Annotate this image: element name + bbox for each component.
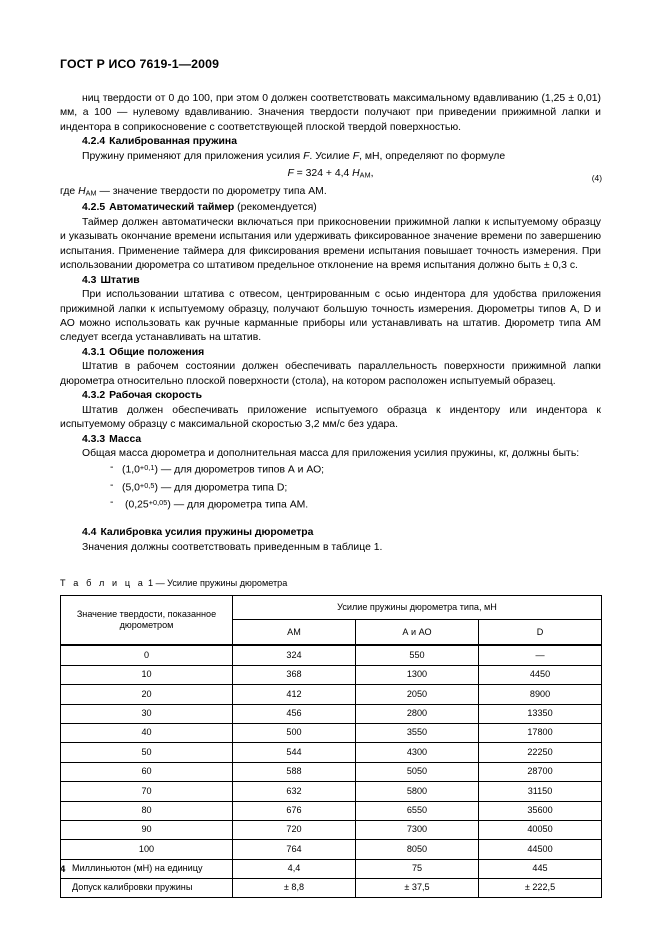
table-row — [61, 762, 602, 781]
cell-am: 324 — [233, 645, 356, 665]
cell-a-ao: 8050 — [356, 840, 479, 859]
cell-hardness: 50 — [61, 743, 233, 762]
document-standard-header: ГОСТ Р ИСО 7619-1—2009 — [60, 57, 220, 71]
cell-d: 4450 — [479, 665, 602, 684]
cell-d: 17800 — [479, 723, 602, 742]
cell-hardness: 30 — [61, 704, 233, 723]
formula-body: = 324 + 4,4 — [293, 168, 353, 180]
cell-d: 8900 — [479, 685, 602, 704]
list-item — [60, 479, 601, 496]
cell-d: 44500 — [479, 840, 602, 859]
paragraph-4-4: Значения должны соответствовать приведенным в таблице 1. — [82, 541, 383, 553]
heading-4-3-1 — [60, 346, 601, 360]
formula-subscript: АМ — [359, 170, 371, 180]
table-caption-text: — Усилие пружины дюрометра — [155, 578, 288, 589]
where-prefix: где — [60, 186, 79, 198]
formula-variable-h: H — [352, 168, 360, 180]
table-row — [61, 801, 602, 820]
heading-4-3-2 — [60, 389, 601, 403]
list-value-open: (5,0 — [122, 482, 140, 494]
table-head — [61, 596, 602, 646]
formula-trailing-comma: , — [370, 168, 374, 180]
cell-hardness: 100 — [61, 840, 233, 859]
list-value-superscript: +0,5 — [139, 480, 155, 490]
where-subscript: АМ — [85, 188, 97, 198]
cell-a-ao: 7300 — [356, 820, 479, 839]
cell-hardness: 20 — [61, 685, 233, 704]
table-header-force-group: Усилие пружины дюрометра типа, мН — [233, 596, 602, 620]
cell-d: 40050 — [479, 820, 602, 839]
cell-a-ao: 5800 — [356, 782, 479, 801]
heading-title: Общие положения — [109, 346, 205, 358]
table-row — [61, 820, 602, 839]
page-content — [60, 0, 601, 898]
heading-4-3 — [60, 274, 601, 288]
cell-a-ao: 1300 — [356, 665, 479, 684]
cell-am: 412 — [233, 685, 356, 704]
cell-hardness: 60 — [61, 762, 233, 781]
table-caption — [60, 577, 601, 589]
heading-number: 4.2.4 — [82, 136, 106, 148]
cell-d: ± 222,5 — [479, 879, 602, 898]
heading-title: Автоматический таймер — [109, 202, 235, 214]
list-dash: - — [110, 497, 114, 509]
heading-title: Штатив — [100, 274, 140, 286]
table-caption-label: Т а б л и ц а — [60, 578, 146, 589]
list-text: — для дюрометра типа D; — [157, 482, 288, 494]
list-value-superscript: +0,05 — [148, 498, 168, 508]
formula-4 — [60, 167, 601, 183]
table-header-a-ao: А и АО — [356, 620, 479, 646]
table-body — [61, 645, 602, 898]
list-value-superscript: +0,1 — [139, 463, 155, 473]
cell-am: 500 — [233, 723, 356, 742]
heading-number: 4.4 — [82, 527, 97, 539]
list-item — [60, 496, 601, 513]
cell-hardness: 0 — [61, 645, 233, 665]
table-row — [61, 704, 602, 723]
paragraph-4-3: При использовании штатива с отвесом, центрированным с осью индентора для удобства приложения прижимной лапки к испытуемому образцу, получают большую точность измерения. Дюрометры типов А, D и АО можно использовать как ручные карманные приборы или устанавливать на штатив. Дюрометр типа АМ следует всегда устанавливать на штатив. — [60, 289, 601, 344]
table-header-row-group — [61, 596, 602, 620]
list-text: — для дюрометров типов А и АО; — [157, 465, 325, 477]
cell-a-ao: 2800 — [356, 704, 479, 723]
list-value-close: ) — [154, 465, 158, 477]
where-variable: H — [78, 186, 86, 198]
heading-title: Масса — [109, 433, 142, 445]
heading-4-4 — [60, 526, 601, 540]
cell-a-ao: ± 37,5 — [356, 879, 479, 898]
paragraph-4-2-5: Таймер должен автоматически включаться при прикосновении прижимной лапки к испытуемому образцу и указывать окончание времени испытания или удерживать фиксированное значение времени по завершению испытания. Применение таймера для фиксирования времени испытания повышает точность измерения. При использовании дюрометра со штативом предельное отклонение на время испытания должно быть ± 0,3 с. — [60, 216, 601, 272]
cell-d: 22250 — [479, 743, 602, 762]
table-row — [61, 879, 602, 898]
cell-a-ao: 550 — [356, 645, 479, 665]
spring-force-table — [60, 595, 602, 898]
cell-hardness: Допуск калибровки пружины — [61, 879, 233, 898]
heading-number: 4.3.2 — [82, 390, 106, 402]
cell-a-ao: 3550 — [356, 723, 479, 742]
heading-title: Калибровка усилия пружины дюрометра — [100, 527, 314, 539]
cell-am: ± 8,8 — [233, 879, 356, 898]
cell-am: 4,4 — [233, 859, 356, 878]
table-caption-number: 1 — [147, 578, 154, 589]
cell-am: 368 — [233, 665, 356, 684]
formula-variable-f: F — [287, 168, 294, 180]
heading-4-3-3 — [60, 433, 601, 447]
cell-a-ao: 2050 — [356, 685, 479, 704]
table-row — [61, 859, 602, 878]
formula-number: (4) — [591, 173, 602, 184]
paragraph-4-3-1: Штатив в рабочем состоянии должен обеспечивать параллельность поверхности прижимной лапки дюрометра относительно плоской поверхности (стола), на котором расположен испытуемый образец. — [60, 361, 601, 387]
cell-d: 31150 — [479, 782, 602, 801]
heading-title: Рабочая скорость — [109, 390, 202, 402]
paragraph-4-3-2: Штатив должен обеспечивать приложение испытуемого образца к индентору или индентора к испытуемому образцу с максимальной скоростью 3,2 мм/с без удара. — [60, 404, 601, 431]
heading-4-2-4 — [60, 135, 601, 149]
cell-am: 588 — [233, 762, 356, 781]
list-dash: - — [110, 462, 114, 474]
cell-am: 720 — [233, 820, 356, 839]
table-row — [61, 665, 602, 684]
cell-hardness: 90 — [61, 820, 233, 839]
list-value-open: (0,25 — [125, 499, 149, 511]
table-header-am: АМ — [233, 620, 356, 646]
cell-hardness: 10 — [61, 665, 233, 684]
heading-title: Калиброванная пружина — [109, 136, 237, 148]
table-row — [61, 645, 602, 665]
table-row — [61, 723, 602, 742]
table-row — [61, 743, 602, 762]
cell-hardness: 70 — [61, 782, 233, 801]
cell-hardness: Миллиньютон (мН) на единицу — [61, 859, 233, 878]
heading-number: 4.2.5 — [82, 202, 106, 214]
cell-am: 632 — [233, 782, 356, 801]
cell-d: 13350 — [479, 704, 602, 723]
table-row — [61, 840, 602, 859]
heading-4-2-5 — [60, 201, 601, 215]
paragraph-4-3-3: Общая масса дюрометра и дополнительная масса для приложения усилия пружины, кг, должны быть: — [82, 448, 580, 460]
cell-hardness: 80 — [61, 801, 233, 820]
list-text: — для дюрометра типа АМ. — [170, 499, 309, 511]
table-header-hardness: Значение твердости, показанное дюрометром — [61, 596, 233, 646]
cell-a-ao: 75 — [356, 859, 479, 878]
cell-am: 544 — [233, 743, 356, 762]
cell-hardness: 40 — [61, 723, 233, 742]
list-value-close: ) — [154, 482, 158, 494]
list-value-close: ) — [167, 499, 171, 511]
cell-a-ao: 6550 — [356, 801, 479, 820]
cell-d: — — [479, 645, 602, 665]
list-dash: - — [110, 479, 114, 491]
table-row — [61, 685, 602, 704]
cell-d: 28700 — [479, 762, 602, 781]
paragraph-4-2-4: Пружину применяют для приложения усилия F. Усилие F, мН, определяют по формуле — [82, 150, 506, 162]
cell-am: 456 — [233, 704, 356, 723]
list-item — [60, 461, 601, 478]
cell-am: 764 — [233, 840, 356, 859]
list-value-open: (1,0 — [122, 465, 140, 477]
table-row — [61, 782, 602, 801]
table-header-d: D — [479, 620, 602, 646]
heading-note: (рекомендуется) — [237, 202, 317, 214]
where-text: — значение твердости по дюрометру типа АМ. — [96, 186, 327, 198]
cell-a-ao: 5050 — [356, 762, 479, 781]
formula-where-line — [60, 185, 601, 201]
intro-paragraph: ниц твердости от 0 до 100, при этом 0 должен соответствовать максимальному вдавливанию (1,25 ± 0,01) мм, а 100 — нулевому вдавливанию. Значения твердости получают при приведении прижимной лапки и индентора в соприкосновение с соответствующей плоской твердой поверхностью. — [60, 93, 601, 133]
cell-a-ao: 4300 — [356, 743, 479, 762]
page-number: 4 — [60, 864, 66, 875]
heading-number: 4.3.3 — [82, 433, 106, 445]
heading-number: 4.3 — [82, 274, 97, 286]
heading-number: 4.3.1 — [82, 346, 106, 358]
cell-d: 35600 — [479, 801, 602, 820]
cell-am: 676 — [233, 801, 356, 820]
cell-d: 445 — [479, 859, 602, 878]
mass-requirements-list — [60, 461, 601, 513]
